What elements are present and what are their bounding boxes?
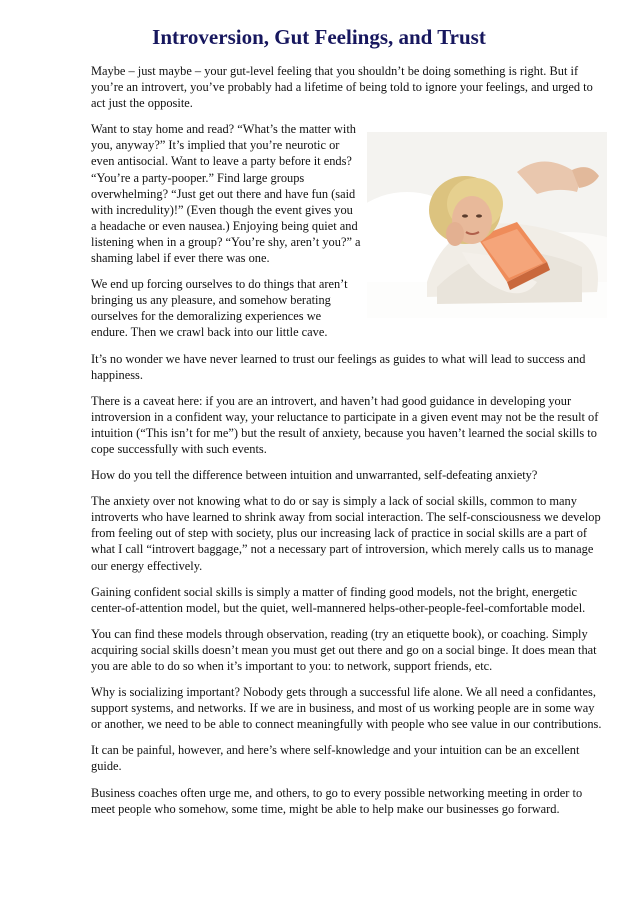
paragraph-8: Gaining confident social skills is simply a matter of finding good models, not the bright, energetic center-of-attention model, but the quiet, well-mannered helps-other-people-feel-comfortable model. (91, 584, 586, 615)
paragraph-2: Want to stay home and read? “What’s the matter with you, anyway?” It’s implied that you’re neurotic or even antisocial. Want to leave a party before it ends? “You’re a party-pooper.” Find large groups overwhelming? “Just get out there and have fun (said with incredulity)!” (Even though the event gives you a headache or even nausea.) Enjoying being quiet and listening when in a group? “You’re shy, aren’t you?” a shaming label if ever there was one. (91, 122, 361, 266)
page-title: Introversion, Gut Feelings, and Trust (152, 25, 486, 49)
paragraph-9: You can find these models through observation, reading (try an etiquette book), or coaching. Simply acquiring social skills doesn’t mean you must get out there and go on a social binge. It does mean that you are able to do so when it’s important to you: to network, support friends, etc. (91, 626, 597, 673)
article-body (91, 63, 607, 827)
paragraph-1: Maybe – just maybe – your gut-level feeling that you shouldn’t be doing something is right. But if you’re an introvert, you’ve probably had a lifetime of being told to ignore your feelings, and urged to act just the opposite. (91, 64, 593, 111)
paragraph-12: Business coaches often urge me, and others, to go to every possible networking meeting in order to meet people who somehow, some time, might be able to help make our businesses go forward. (91, 785, 583, 816)
paragraph-11: It can be painful, however, and here’s where self-knowledge and your intuition can be an excellent guide. (91, 743, 580, 774)
paragraph-10: Why is socializing important? Nobody gets through a successful life alone. We all need a confidantes, support systems, and networks. If we are in business, and most of us working people are in some way or another, we need to be able to connect meaningfully with people who see value in our contributions. (91, 685, 602, 732)
paragraph-5: There is a caveat here: if you are an introvert, and haven’t had good guidance in developing your introversion in a confident way, your reluctance to participate in a given event may not be the result of intuition (“This isn’t for me”) but the result of anxiety, because you haven’t learned the social skills to cope successfully with such events. (91, 393, 599, 456)
paragraph-4: It’s no wonder we have never learned to trust our feelings as guides to what will lead to success and happiness. (91, 351, 586, 382)
paragraph-7: The anxiety over not knowing what to do or say is simply a lack of social skills, common to many introverts who have learned to shrink away from social interaction. The self-consciousness we develop from feeling out of step with society, plus our increasing lack of practice in social skills are a part of what I call “introvert baggage,” not a necessary part of introversion, which merely calls us to manage our energy effectively. (91, 494, 601, 573)
woman-reading-book-photo (367, 132, 607, 318)
paragraph-3: We end up forcing ourselves to do things that aren’t bringing us any pleasure, and somehow berating ourselves for the demoralizing experiences we endure. Then we crawl back into our little cave. (91, 277, 348, 340)
paragraph-6: How do you tell the difference between intuition and unwarranted, self-defeating anxiety? (91, 468, 538, 483)
